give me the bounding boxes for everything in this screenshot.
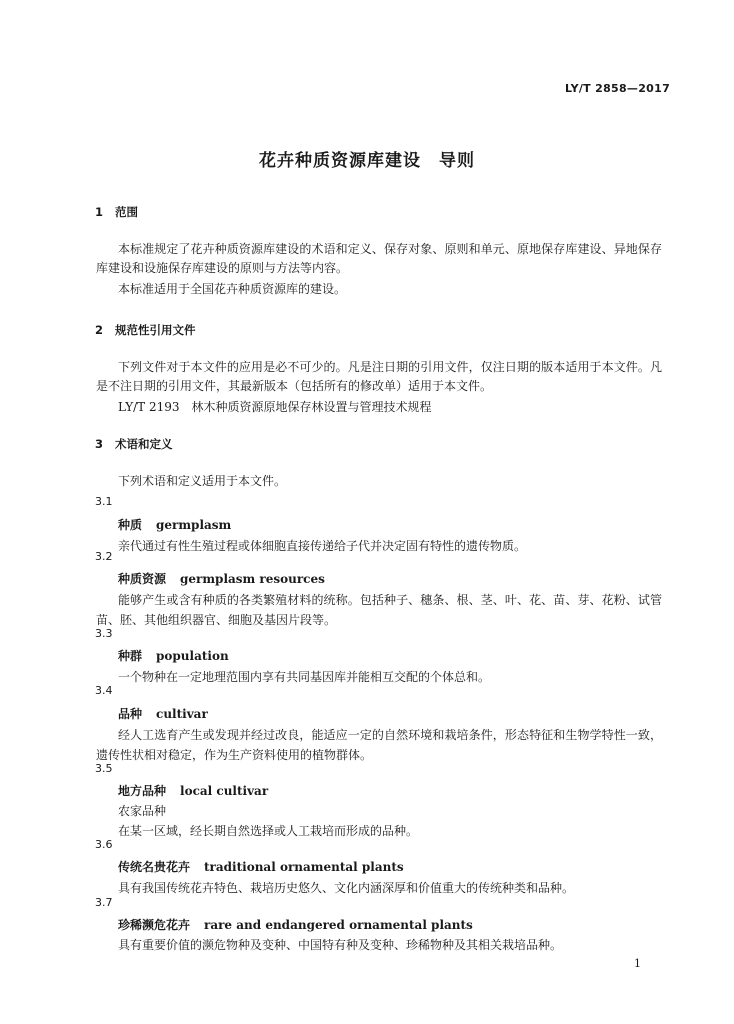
term-english: germplasm resources: [180, 572, 325, 586]
term-english: population: [156, 649, 229, 663]
term-heading: [118, 570, 325, 587]
section-title: 范围: [115, 205, 138, 219]
term-alternative: 农家品种: [118, 804, 167, 818]
term-number: 3.6: [95, 838, 113, 851]
term-definition: 具有重要价值的濒危物种及变种、中国特有种及变种、珍稀物种及其相关栽培品种。: [118, 938, 563, 952]
term-chinese: 品种: [118, 707, 143, 721]
term-heading: [118, 782, 268, 799]
term-chinese: 珍稀濒危花卉: [118, 918, 191, 932]
term-number: 3.5: [95, 762, 113, 775]
section-number: 2: [95, 323, 104, 337]
standard-code: LY/T 2858—2017: [565, 82, 671, 95]
document-title: 花卉种质资源库建设 导则: [259, 151, 475, 171]
term-heading: [118, 705, 208, 722]
term-english: local cultivar: [180, 784, 269, 798]
term-definition: 具有我国传统花卉特色、栽培历史悠久、文化内涵深厚和价值重大的传统种类和品种。: [118, 881, 575, 895]
section-1-paragraph-2: 本标准适用于全国花卉种质资源库的建设。: [118, 282, 347, 296]
section-number: 3: [95, 437, 104, 451]
term-chinese: 种群: [118, 649, 143, 663]
normative-reference: LY/T 2193 林木种质资源原地保存林设置与管理技术规程: [118, 400, 432, 414]
term-english: germplasm: [156, 518, 232, 532]
term-chinese: 种质: [118, 518, 143, 532]
term-number: 3.2: [95, 550, 113, 563]
term-chinese: 地方品种: [118, 784, 167, 798]
term-definition: 在某一区域，经长期自然选择或人工栽培而形成的品种。: [118, 824, 419, 838]
term-english: rare and endangered ornamental plants: [204, 918, 473, 932]
term-heading: [118, 516, 231, 533]
section-3-heading: [95, 436, 173, 452]
section-title: 规范性引用文件: [115, 323, 196, 337]
page-number: 1: [634, 957, 641, 970]
section-title: 术语和定义: [115, 437, 173, 451]
section-1-heading: [95, 204, 138, 220]
term-english: traditional ornamental plants: [204, 860, 404, 874]
term-definition: 经人工选育产生或发现并经过改良，能适应一定的自然环境和栽培条件，形态特征和生物学特性一致，遗传性状相对稳定，作为生产资料使用的植物群体。: [96, 728, 662, 762]
section-3-intro: 下列术语和定义适用于本文件。: [118, 474, 287, 488]
section-2-heading: [95, 322, 196, 338]
term-heading: [118, 647, 229, 664]
term-definition: 能够产生或含有种质的各类繁殖材料的统称。包括种子、穗条、根、茎、叶、花、苗、芽、花粉、试管苗、胚、其他组织器官、细胞及基因片段等。: [96, 593, 662, 627]
term-number: 3.1: [95, 495, 113, 508]
term-chinese: 种质资源: [118, 572, 167, 586]
section-number: 1: [95, 205, 104, 219]
term-definition: 亲代通过有性生殖过程或体细胞直接传递给子代并决定固有特性的遗传物质。: [118, 539, 527, 553]
term-english: cultivar: [156, 707, 208, 721]
term-number: 3.3: [95, 627, 113, 640]
term-heading: [118, 916, 473, 933]
term-number: 3.7: [95, 896, 113, 909]
term-chinese: 传统名贵花卉: [118, 860, 191, 874]
term-number: 3.4: [95, 684, 113, 697]
section-1-paragraph-1: 本标准规定了花卉种质资源库建设的术语和定义、保存对象、原则和单元、原地保存库建设、异地保存库建设和设施保存库建设的原则与方法等内容。: [96, 242, 662, 275]
term-definition: 一个物种在一定地理范围内享有共同基因库并能相互交配的个体总和。: [118, 670, 491, 684]
term-heading: [118, 858, 404, 875]
section-2-paragraph-1: 下列文件对于本文件的应用是必不可少的。凡是注日期的引用文件，仅注日期的版本适用于本文件。凡是不注日期的引用文件，其最新版本（包括所有的修改单）适用于本文件。: [96, 360, 662, 393]
